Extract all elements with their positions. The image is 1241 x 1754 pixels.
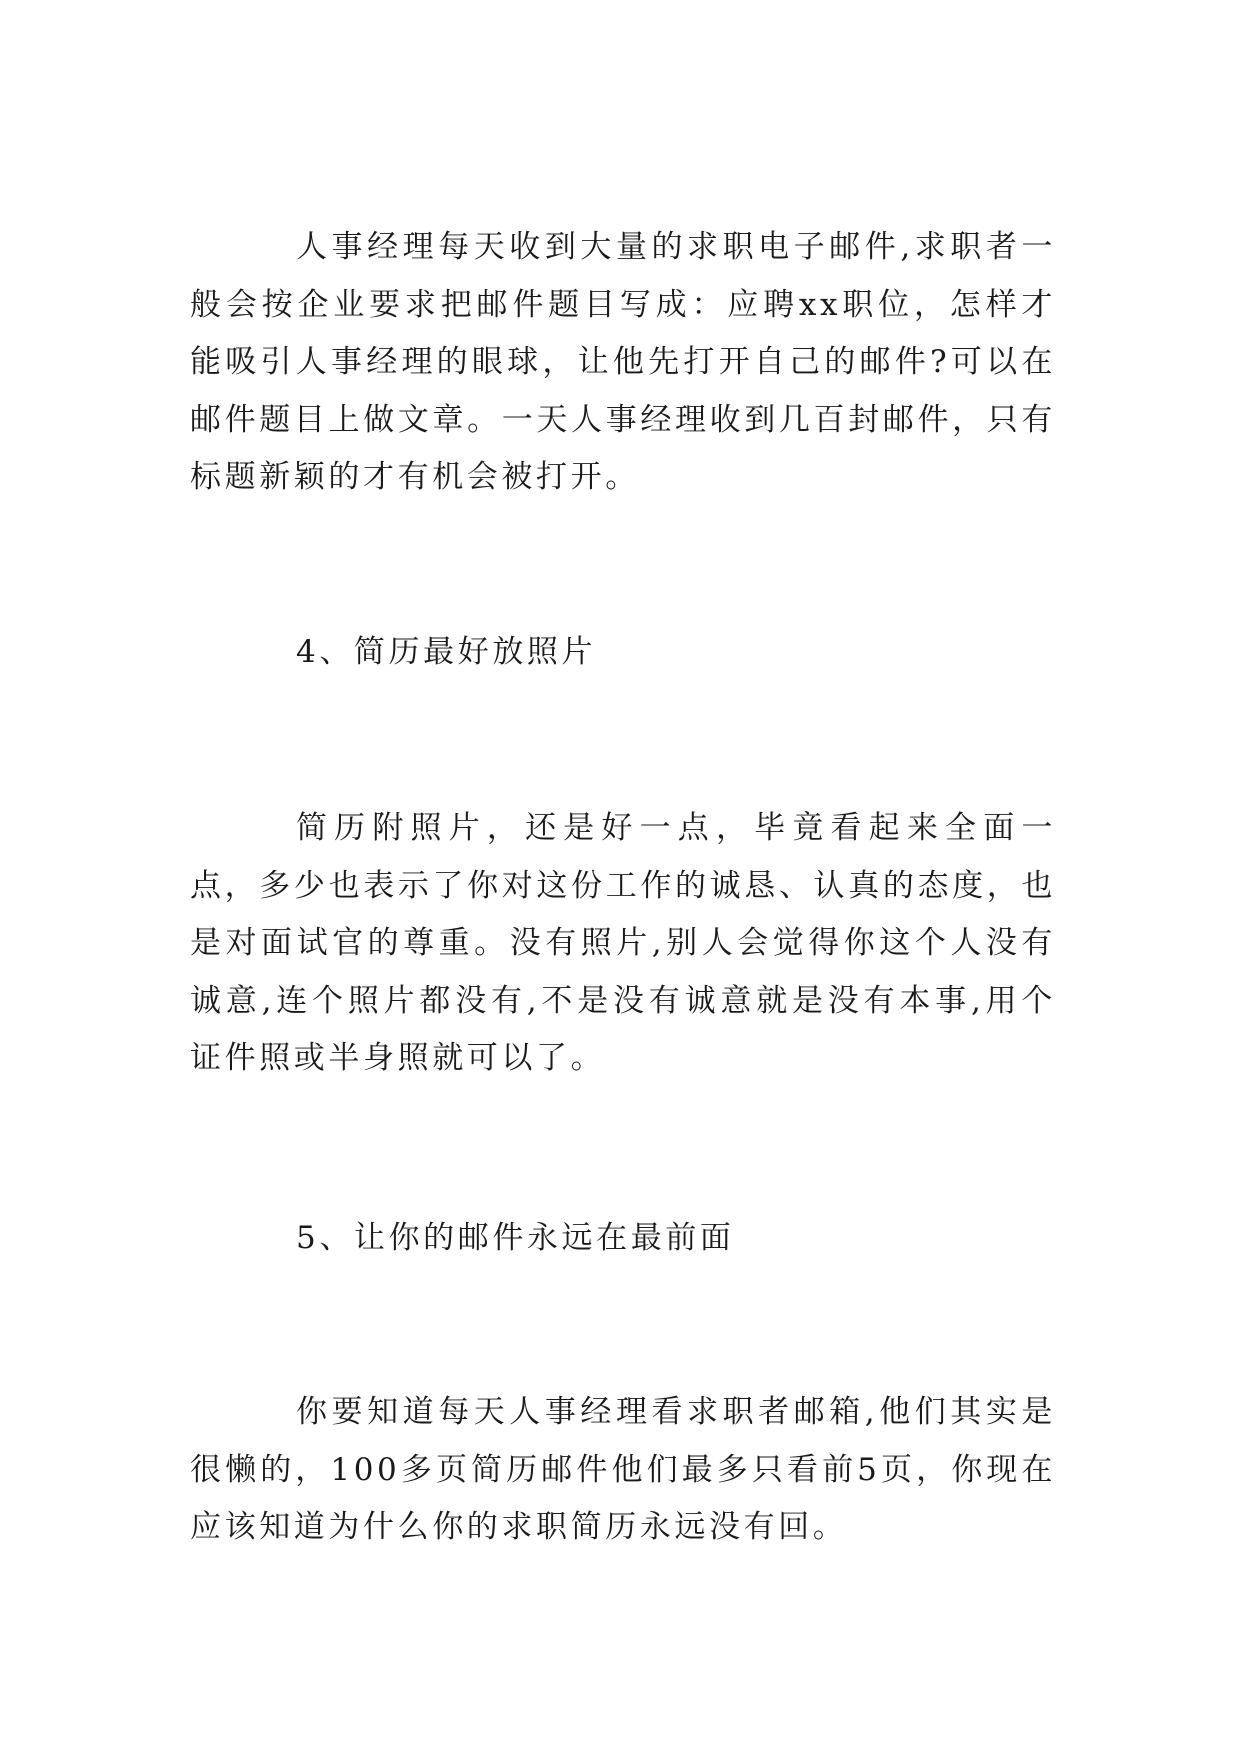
body-paragraph: 人事经理每天收到大量的求职电子邮件,求职者一般会按企业要求把邮件题目写成：应聘xx职位，怎样才能吸引人事经理的眼球，让他先打开自己的邮件?可以在邮件题目上做文章。一天人事经理收到几百封邮件，只有标题新颖的才有机会被打开。	[190, 229, 1056, 495]
section-heading: 4、简历最好放照片	[296, 634, 597, 670]
body-paragraph: 简历附照片，还是好一点，毕竟看起来全面一点，多少也表示了你对这份工作的诚恳、认真的态度，也是对面试官的尊重。没有照片,别人会觉得你这个人没有诚意,连个照片都没有,不是没有诚意就是没有本事,用个证件照或半身照就可以了。	[190, 810, 1056, 1076]
section-heading: 5、让你的邮件永远在最前面	[296, 1220, 735, 1256]
body-paragraph: 你要知道每天人事经理看求职者邮箱,他们其实是很懒的，100多页简历邮件他们最多只看前5页，你现在应该知道为什么你的求职简历永远没有回。	[190, 1394, 1056, 1545]
